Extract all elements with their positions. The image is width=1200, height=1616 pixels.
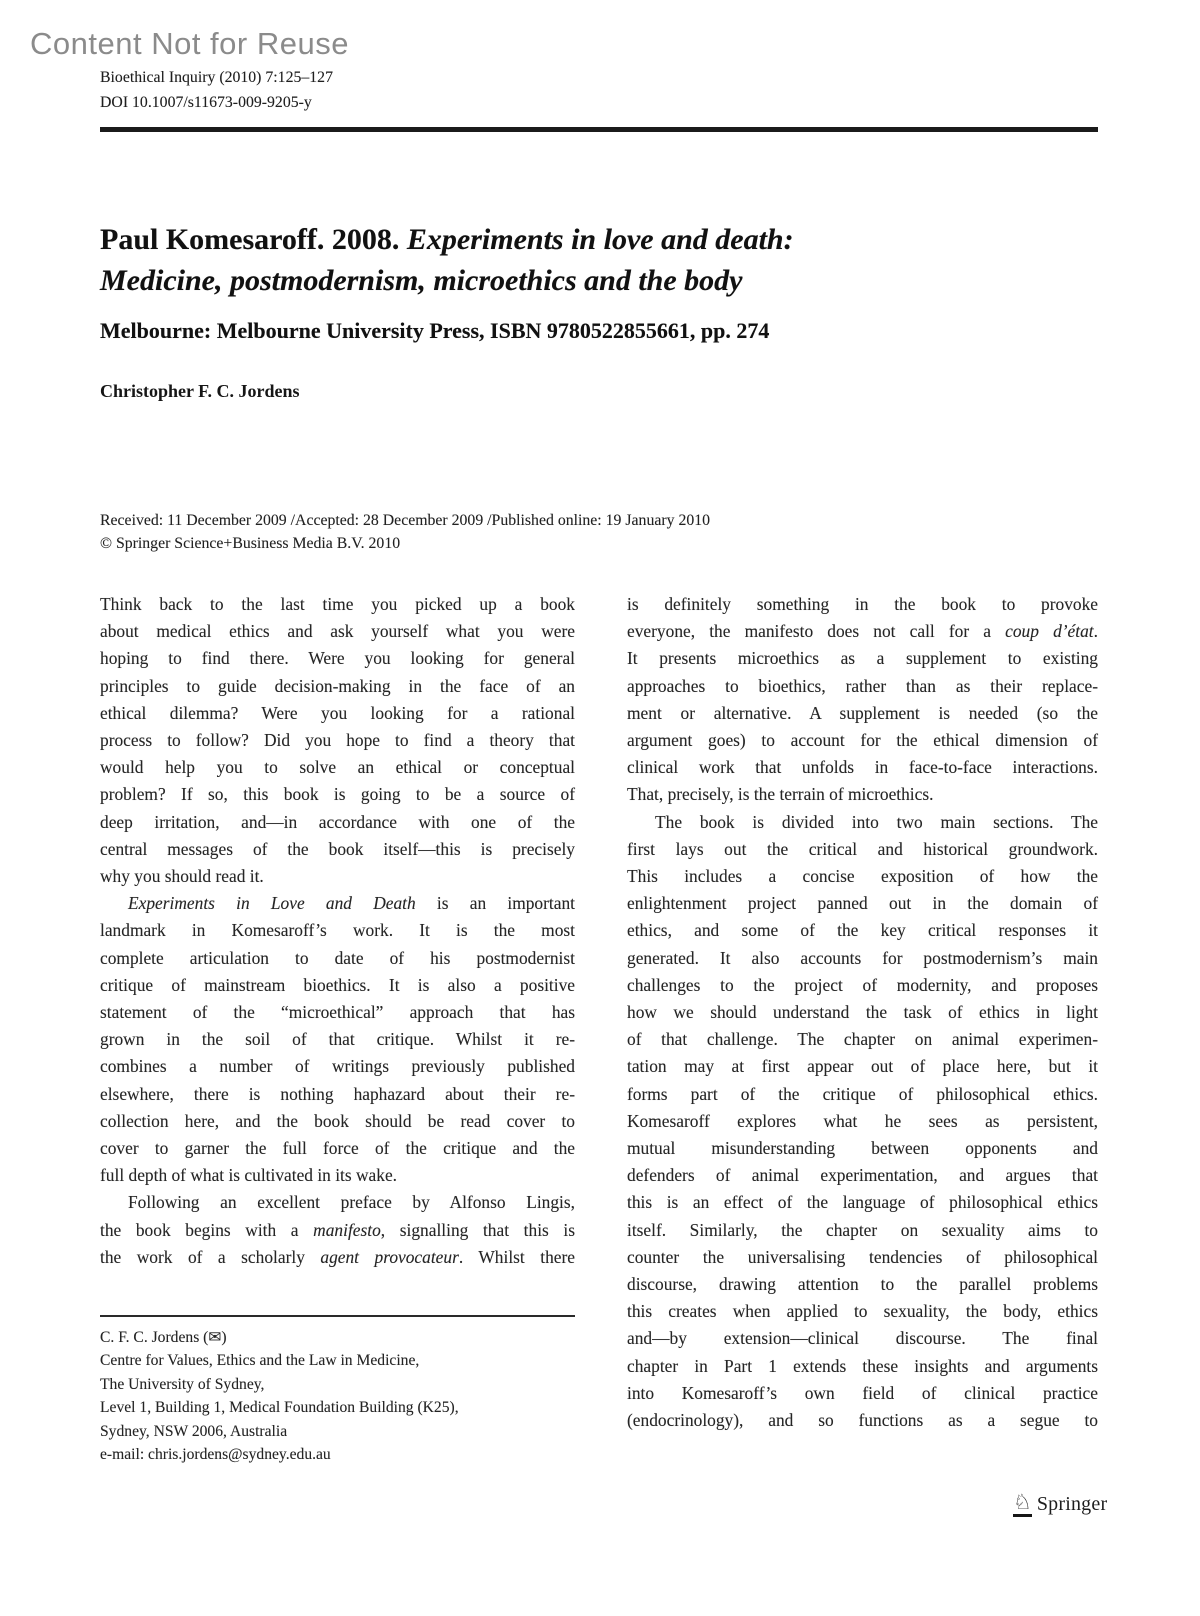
- text-line: ethics, and some of the key critical responses it: [627, 920, 1098, 941]
- text-line: into Komesaroff’s own field of clinical practice: [627, 1382, 1098, 1403]
- text-line: the work of a scholarly agent provocateur. Whilst there: [100, 1246, 575, 1267]
- text-line: Following an excellent preface by Alfonso Lingis,: [128, 1192, 575, 1213]
- text-line: It presents microethics as a supplement to existing: [627, 648, 1098, 669]
- footnote-line: e-mail: chris.jordens@sydney.edu.au: [100, 1446, 331, 1464]
- text-line: principles to guide decision-making in the face of an: [100, 675, 575, 696]
- text-line: ment or alternative. A supplement is needed (so the: [627, 702, 1098, 723]
- article-history: [100, 509, 710, 555]
- received-accepted-line: Received: 11 December 2009 /Accepted: 28 December 2009 /Published online: 19 January 2010: [100, 512, 711, 529]
- springer-wordmark: Springer: [1036, 1493, 1108, 1515]
- text-line: argument goes) to account for the ethical dimension of: [627, 730, 1098, 751]
- text-line: counter the universalising tendencies of philosophical: [627, 1246, 1098, 1267]
- text-line: Think back to the last time you picked up a book: [100, 594, 575, 614]
- text-line: mutual misunderstanding between opponents and: [627, 1138, 1098, 1159]
- text-line: this is an effect of the language of philosophical ethics: [627, 1192, 1098, 1213]
- footnote-line: Level 1, Building 1, Medical Foundation Building (K25),: [100, 1399, 459, 1417]
- text-line: about medical ethics and ask yourself what you were: [100, 621, 575, 642]
- text-line: complete articulation to date of his postmodernist: [100, 947, 575, 968]
- text-line: process to follow? Did you hope to find a theory that: [100, 730, 575, 751]
- text-line: This includes a concise exposition of how the: [627, 866, 1098, 887]
- text-line: itself. Similarly, the chapter on sexuality aims to: [627, 1219, 1098, 1240]
- footnote-line: The University of Sydney,: [100, 1375, 265, 1393]
- text-line: approaches to bioethics, rather than as their replace-: [627, 675, 1098, 696]
- doi-line: DOI 10.1007/s11673-009-9205-y: [100, 93, 312, 111]
- text-line: everyone, the manifesto does not call for a coup d’état.: [627, 621, 1098, 642]
- journal-citation-line: Bioethical Inquiry (2010) 7:125–127: [100, 69, 333, 86]
- footnote-line: Centre for Values, Ethics and the Law in Medicine,: [100, 1352, 420, 1370]
- text-line: That, precisely, is the terrain of microethics.: [627, 784, 934, 805]
- text-line: full depth of what is cultivated in its wake.: [100, 1165, 398, 1186]
- body-left-column: [100, 591, 575, 1467]
- springer-logo: [1013, 1492, 1107, 1517]
- footnote-line: C. F. C. Jordens (✉): [100, 1329, 227, 1347]
- text-line: forms part of the critique of philosophical ethics.: [627, 1083, 1098, 1104]
- text-line: grown in the soil of that critique. Whilst it re-: [100, 1029, 575, 1050]
- text-line: collection here, and the book should be read cover to: [100, 1110, 575, 1131]
- text-line: why you should read it.: [100, 866, 264, 887]
- text-line: The book is divided into two main sections. The: [655, 811, 1098, 832]
- text-line: first lays out the critical and historical groundwork.: [627, 838, 1098, 859]
- text-line: Komesaroff explores what he sees as persistent,: [627, 1110, 1098, 1131]
- body-columns: [100, 591, 1098, 1467]
- text-line: elsewhere, there is nothing haphazard about their re-: [100, 1083, 575, 1104]
- text-line: is definitely something in the book to provoke: [627, 594, 1098, 614]
- text-line: Experiments in Love and Death is an important: [128, 893, 575, 914]
- header-rule: [100, 127, 1098, 132]
- text-line: statement of the “microethical” approach that has: [100, 1002, 575, 1023]
- text-line: the book begins with a manifesto, signalling that this is: [100, 1219, 576, 1240]
- content-not-for-reuse-watermark: Content Not for Reuse: [30, 26, 349, 61]
- springer-knight-icon: ♘: [1013, 1492, 1032, 1517]
- text-line: would help you to solve an ethical or conceptual: [100, 757, 575, 778]
- copyright-line: © Springer Science+Business Media B.V. 2010: [100, 535, 401, 552]
- paper-title-line: Paul Komesaroff. 2008. Experiments in love and death:: [100, 223, 794, 256]
- text-line: ethical dilemma? Were you looking for a rational: [100, 702, 575, 723]
- footnote-rule: [100, 1315, 575, 1317]
- footnote-line: Sydney, NSW 2006, Australia: [100, 1422, 288, 1440]
- publisher-line: Melbourne: Melbourne University Press, ISBN 9780522855661, pp. 274: [100, 318, 770, 343]
- text-line: generated. It also accounts for postmodernism’s main: [627, 947, 1098, 968]
- text-line: defenders of animal experimentation, and argues that: [627, 1165, 1098, 1186]
- text-line: enlightenment project panned out in the domain of: [627, 893, 1098, 914]
- text-line: discourse, drawing attention to the parallel problems: [627, 1274, 1098, 1295]
- body-right-column: [627, 591, 1098, 1467]
- text-line: central messages of the book itself—this is precisely: [100, 838, 575, 859]
- text-line: and—by extension—clinical discourse. The final: [627, 1328, 1098, 1349]
- correspondence-footnote: [100, 1315, 575, 1466]
- text-line: problem? If so, this book is going to be a source of: [100, 784, 575, 805]
- journal-header: [100, 66, 333, 115]
- paper-title-line: Medicine, postmodernism, microethics and the body: [100, 264, 743, 297]
- author-name: Christopher F. C. Jordens: [100, 381, 300, 401]
- text-line: landmark in Komesaroff’s work. It is the most: [100, 920, 575, 941]
- text-line: this creates when applied to sexuality, the body, ethics: [627, 1301, 1098, 1322]
- text-line: hoping to find there. Were you looking for general: [100, 648, 575, 669]
- text-line: tation may at first appear out of place here, but it: [627, 1056, 1098, 1077]
- text-line: of that challenge. The chapter on animal experimen-: [627, 1029, 1098, 1050]
- text-line: combines a number of writings previously published: [100, 1056, 575, 1077]
- paper-title: [100, 219, 794, 301]
- text-line: how we should understand the task of ethics in light: [627, 1002, 1098, 1023]
- text-line: cover to garner the full force of the critique and the: [100, 1138, 575, 1159]
- text-line: critique of mainstream bioethics. It is also a positive: [100, 974, 575, 995]
- text-line: (endocrinology), and so functions as a segue to: [627, 1410, 1098, 1431]
- text-line: deep irritation, and—in accordance with one of the: [100, 811, 575, 832]
- text-line: challenges to the project of modernity, and proposes: [627, 974, 1098, 995]
- text-line: clinical work that unfolds in face-to-face interactions.: [627, 757, 1098, 778]
- text-line: chapter in Part 1 extends these insights and arguments: [627, 1355, 1098, 1376]
